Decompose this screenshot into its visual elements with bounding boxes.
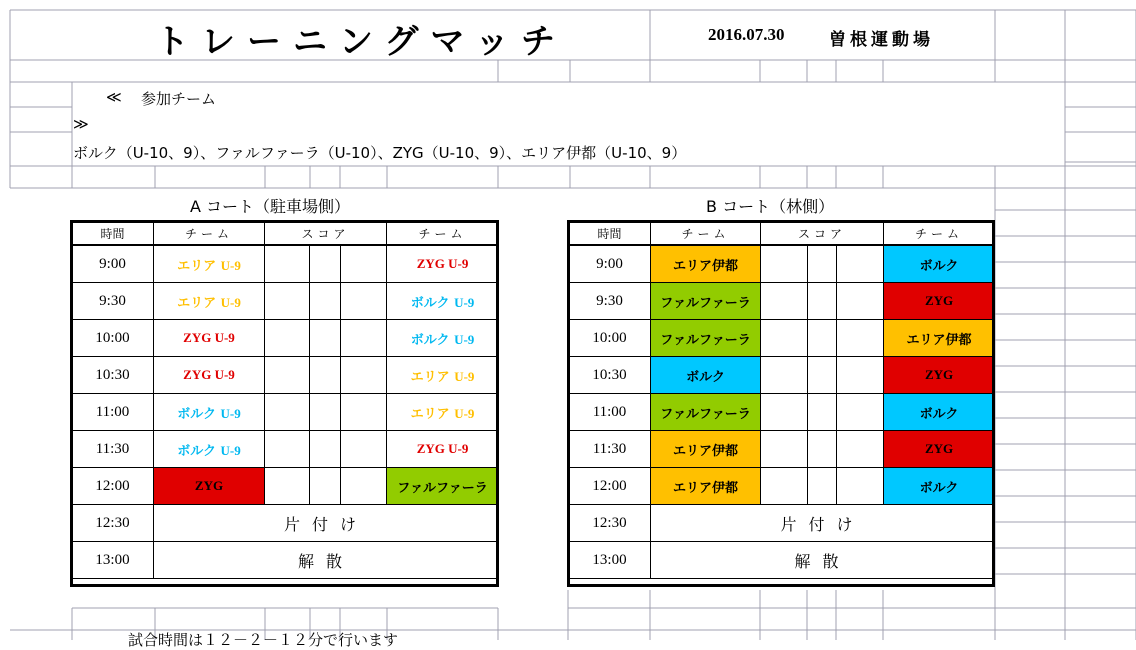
match-time: 12:00	[569, 468, 651, 505]
table-row	[72, 542, 499, 579]
score-away[interactable]	[341, 357, 387, 394]
home-team: ZYG	[154, 468, 265, 505]
away-team: エリア U-9	[387, 357, 499, 394]
score-home[interactable]	[265, 320, 310, 357]
home-team: エリア U-9	[154, 283, 265, 320]
score-sep[interactable]	[808, 394, 837, 431]
teams-heading-close: ≫	[73, 115, 89, 133]
match-time: 9:00	[72, 245, 154, 283]
cleanup-label: 片付け	[651, 505, 995, 542]
court-b-title: B コート（林側）	[706, 197, 835, 216]
table-row	[72, 283, 499, 320]
dismiss-label: 解散	[154, 542, 499, 579]
away-team: ボルク	[884, 245, 995, 283]
table-row	[72, 357, 499, 394]
score-away[interactable]	[341, 320, 387, 357]
score-away[interactable]	[341, 283, 387, 320]
table-row	[569, 357, 995, 394]
score-sep[interactable]	[808, 320, 837, 357]
home-team: エリア伊都	[651, 468, 761, 505]
header-team: チーム	[651, 222, 761, 246]
score-sep[interactable]	[310, 283, 341, 320]
court-a-header-row	[72, 222, 499, 246]
table-row	[72, 245, 499, 283]
home-team: ZYG U-9	[154, 320, 265, 357]
court-b-schedule	[568, 221, 995, 579]
table-row	[569, 431, 995, 468]
home-team: ファルファーラ	[651, 394, 761, 431]
header-score: スコア	[761, 222, 884, 246]
match-time: 9:00	[569, 245, 651, 283]
away-team: ボルク U-9	[387, 320, 499, 357]
score-away[interactable]	[341, 431, 387, 468]
home-team: エリア伊都	[651, 431, 761, 468]
score-sep[interactable]	[310, 431, 341, 468]
header-time: 時間	[569, 222, 651, 246]
table-row	[569, 320, 995, 357]
match-time: 11:00	[569, 394, 651, 431]
event-venue: 曽根運動場	[829, 30, 934, 50]
table-row	[72, 505, 499, 542]
match-time: 11:30	[569, 431, 651, 468]
away-team: ZYG U-9	[387, 431, 499, 468]
home-team: ZYG U-9	[154, 357, 265, 394]
header-team: チーム	[154, 222, 265, 246]
court-b-header-row	[569, 222, 995, 246]
score-home[interactable]	[265, 394, 310, 431]
score-away[interactable]	[341, 468, 387, 505]
score-home[interactable]	[761, 394, 808, 431]
score-home[interactable]	[265, 431, 310, 468]
score-away[interactable]	[837, 431, 884, 468]
header-team2: チーム	[387, 222, 499, 246]
score-home[interactable]	[761, 320, 808, 357]
score-home[interactable]	[265, 357, 310, 394]
match-time: 10:00	[72, 320, 154, 357]
match-time: 11:30	[72, 431, 154, 468]
match-time: 12:30	[569, 505, 651, 542]
score-away[interactable]	[837, 320, 884, 357]
page-title: トレーニングマッチ	[155, 22, 567, 62]
table-row	[569, 542, 995, 579]
away-team: ZYG	[884, 283, 995, 320]
home-team: ファルファーラ	[651, 320, 761, 357]
match-time: 13:00	[72, 542, 154, 579]
table-row	[72, 320, 499, 357]
score-home[interactable]	[265, 245, 310, 283]
away-team: エリア U-9	[387, 394, 499, 431]
teams-heading: 参加チーム	[141, 90, 217, 108]
match-time: 12:30	[72, 505, 154, 542]
score-home[interactable]	[761, 283, 808, 320]
match-time: 10:30	[569, 357, 651, 394]
dismiss-label: 解散	[651, 542, 995, 579]
home-team: ボルク U-9	[154, 394, 265, 431]
match-time: 9:30	[72, 283, 154, 320]
table-row	[569, 283, 995, 320]
score-sep[interactable]	[808, 468, 837, 505]
away-team: ZYG U-9	[387, 245, 499, 283]
table-row	[72, 394, 499, 431]
court-a-title: A コート（駐車場側）	[190, 197, 351, 216]
table-row	[569, 468, 995, 505]
home-team: エリア U-9	[154, 245, 265, 283]
score-away[interactable]	[341, 394, 387, 431]
score-home[interactable]	[761, 468, 808, 505]
score-home[interactable]	[265, 283, 310, 320]
table-row	[72, 468, 499, 505]
away-team: ZYG	[884, 357, 995, 394]
table-row	[569, 394, 995, 431]
teams-list: ボルク（U-10、9）、ファルファーラ（U-10）、ZYG（U-10、9）、エリア伊都（U-10、9）	[73, 144, 687, 162]
score-sep[interactable]	[808, 431, 837, 468]
score-away[interactable]	[837, 283, 884, 320]
score-home[interactable]	[761, 431, 808, 468]
score-home[interactable]	[761, 245, 808, 283]
score-away[interactable]	[341, 245, 387, 283]
score-sep[interactable]	[310, 394, 341, 431]
home-team: ボルク	[651, 357, 761, 394]
score-sep[interactable]	[310, 245, 341, 283]
match-time: 9:30	[569, 283, 651, 320]
header-time: 時間	[72, 222, 154, 246]
score-away[interactable]	[837, 468, 884, 505]
event-date: 2016.07.30	[708, 25, 785, 44]
match-time: 11:00	[72, 394, 154, 431]
score-home[interactable]	[761, 357, 808, 394]
match-duration-note: 試合時間は１２－２－１２分で行います	[128, 631, 399, 649]
score-away[interactable]	[837, 357, 884, 394]
header-team2: チーム	[884, 222, 995, 246]
score-home[interactable]	[265, 468, 310, 505]
court-a-schedule	[71, 221, 499, 579]
score-sep[interactable]	[808, 283, 837, 320]
score-sep[interactable]	[808, 357, 837, 394]
away-team: ボルク U-9	[387, 283, 499, 320]
away-team: ボルク	[884, 394, 995, 431]
home-team: ファルファーラ	[651, 283, 761, 320]
score-sep[interactable]	[310, 468, 341, 505]
match-time: 10:30	[72, 357, 154, 394]
score-away[interactable]	[837, 394, 884, 431]
score-sep[interactable]	[310, 357, 341, 394]
table-row	[569, 245, 995, 283]
match-time: 13:00	[569, 542, 651, 579]
match-time: 12:00	[72, 468, 154, 505]
match-time: 10:00	[569, 320, 651, 357]
away-team: エリア伊都	[884, 320, 995, 357]
score-sep[interactable]	[808, 245, 837, 283]
home-team: ボルク U-9	[154, 431, 265, 468]
table-row	[72, 431, 499, 468]
cleanup-label: 片付け	[154, 505, 499, 542]
away-team: ファルファーラ	[387, 468, 499, 505]
header-score: スコア	[265, 222, 387, 246]
score-sep[interactable]	[310, 320, 341, 357]
away-team: ボルク	[884, 468, 995, 505]
away-team: ZYG	[884, 431, 995, 468]
table-row	[569, 505, 995, 542]
teams-heading-open: ≪	[106, 88, 122, 106]
score-away[interactable]	[837, 245, 884, 283]
home-team: エリア伊都	[651, 245, 761, 283]
